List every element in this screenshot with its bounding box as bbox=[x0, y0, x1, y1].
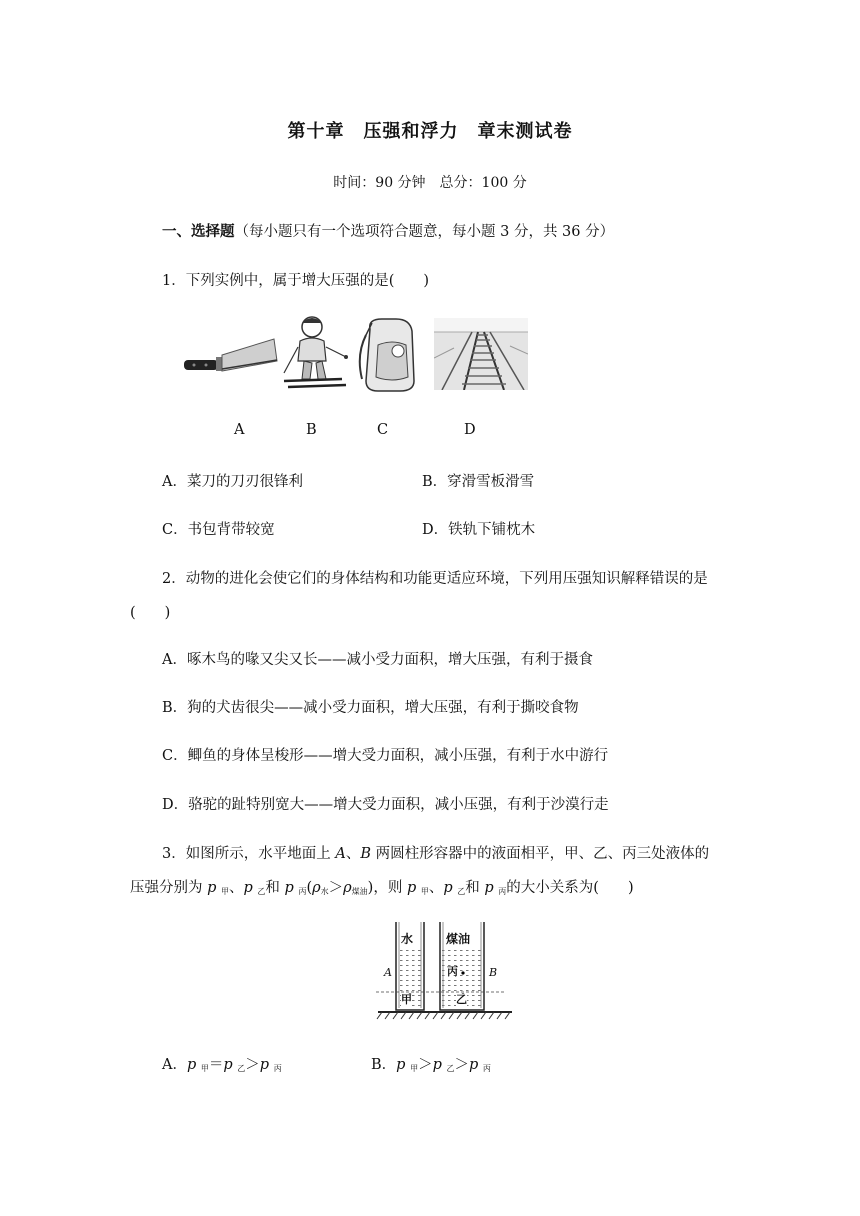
pressure-symbol: p bbox=[259, 1057, 270, 1073]
q3-container-b-ref: B bbox=[360, 846, 371, 862]
q3-container-a-ref: A bbox=[335, 846, 346, 862]
subscript: 丙 bbox=[482, 1064, 491, 1073]
subscript: 乙 bbox=[446, 1064, 455, 1073]
operator: ＞ bbox=[454, 1057, 469, 1073]
pressure-symbol: p bbox=[207, 880, 217, 896]
pressure-symbol: p bbox=[432, 1057, 442, 1073]
q1-option-a: A．菜刀的刀刃很锋利 bbox=[162, 474, 303, 490]
subscript: 甲 bbox=[420, 887, 429, 896]
q3-text: ( bbox=[306, 880, 313, 896]
q3-text: 3．如图所示，水平地面上 bbox=[162, 846, 336, 862]
exam-meta: 时间：90 分钟 总分：100 分 bbox=[333, 175, 527, 191]
pressure-symbol: p bbox=[406, 880, 417, 896]
q1-image-label-a: A bbox=[234, 422, 245, 438]
section-note: （每小题只有一个选项符合题意，每小题 3 分，共 36 分） bbox=[234, 224, 615, 240]
container-b-label: B bbox=[489, 966, 498, 979]
subscript: 甲 bbox=[410, 1064, 419, 1073]
q3-text: 、 bbox=[345, 846, 361, 862]
point-jia-label: 甲 bbox=[401, 993, 412, 1006]
railway-image bbox=[434, 318, 528, 390]
q1-stem: 1．下列实例中，属于增大压强的是( ) bbox=[162, 273, 430, 289]
q3-option-b bbox=[371, 1053, 491, 1074]
subscript: 丙 bbox=[273, 1064, 282, 1073]
skier-image bbox=[280, 313, 352, 395]
subscript: 乙 bbox=[257, 887, 266, 896]
subscript: 乙 bbox=[457, 887, 466, 896]
page-title: 第十章 压强和浮力 章末测试卷 bbox=[287, 121, 573, 142]
q2-option-b: B．狗的犬齿很尖——减小受力面积，增大压强，有利于撕咬食物 bbox=[162, 700, 579, 716]
q3-option-a bbox=[162, 1053, 282, 1074]
option-letter: B． bbox=[371, 1057, 397, 1073]
subscript: 水 bbox=[320, 887, 329, 896]
subscript: 乙 bbox=[237, 1064, 246, 1073]
q1-option-b: B．穿滑雪板滑雪 bbox=[422, 474, 535, 490]
q3-stem-line1 bbox=[162, 842, 709, 863]
q3-text: 、 bbox=[428, 880, 444, 896]
q3-text: 两圆柱形容器中的液面相平，甲、乙、丙三处液体的 bbox=[370, 846, 710, 862]
q1-option-d: D．铁轨下铺枕木 bbox=[422, 522, 536, 538]
operator: ＞ bbox=[418, 1057, 433, 1073]
subscript: 甲 bbox=[200, 1064, 209, 1073]
operator: ＝ bbox=[208, 1057, 224, 1073]
q1-image-label-d: D bbox=[464, 422, 476, 438]
q1-image-label-c: C bbox=[377, 422, 389, 438]
section-heading bbox=[162, 220, 614, 241]
q3-text: ＞ bbox=[328, 880, 344, 896]
backpack-image bbox=[356, 315, 428, 395]
q3-text: )，则 bbox=[367, 880, 407, 896]
q3-stem-line2 bbox=[130, 876, 634, 897]
density-symbol: ρ bbox=[312, 880, 321, 896]
pressure-symbol: p bbox=[468, 1057, 479, 1073]
water-label: 水 bbox=[401, 932, 414, 946]
q2-option-c: C．鲫鱼的身体呈梭形——增大受力面积，减小压强，有利于水中游行 bbox=[162, 748, 609, 764]
q3-text: 和 bbox=[465, 880, 485, 896]
pressure-symbol: p bbox=[284, 880, 294, 896]
operator: ＞ bbox=[245, 1057, 260, 1073]
q2-stem-line2: ( ) bbox=[130, 605, 171, 621]
option-letter: A． bbox=[162, 1057, 187, 1073]
container-a-label: A bbox=[384, 966, 392, 979]
q1-image-label-b: B bbox=[306, 422, 317, 438]
q3-text: 的大小关系为( ) bbox=[506, 880, 634, 896]
q3-text: 和 bbox=[265, 880, 285, 896]
pressure-symbol: p bbox=[243, 880, 253, 896]
q1-option-c: C．书包背带较宽 bbox=[162, 522, 275, 538]
point-bing-label: 丙 bbox=[447, 965, 458, 978]
pressure-symbol: p bbox=[484, 880, 494, 896]
q2-option-d: D．骆驼的趾特别宽大——增大受力面积，减小压强，有利于沙漠行走 bbox=[162, 797, 609, 813]
q1-images bbox=[180, 313, 540, 395]
pressure-symbol: p bbox=[223, 1057, 233, 1073]
q3-text: 、 bbox=[229, 880, 244, 896]
knife-image bbox=[182, 329, 278, 375]
subscript: 丙 bbox=[498, 887, 507, 896]
pressure-symbol: p bbox=[443, 880, 453, 896]
q2-stem-line1: 2．动物的进化会使它们的身体结构和功能更适应环境，下列用压强知识解释错误的是 bbox=[162, 571, 708, 587]
kerosene-label: 煤油 bbox=[446, 932, 471, 946]
section-title: 一、选择题 bbox=[162, 223, 235, 240]
q3-text: 压强分别为 bbox=[130, 880, 208, 896]
pressure-symbol: p bbox=[396, 1057, 406, 1073]
pressure-symbol: p bbox=[186, 1057, 197, 1073]
subscript: 丙 bbox=[298, 887, 307, 896]
density-symbol: ρ bbox=[343, 880, 352, 896]
point-yi-label: 乙 bbox=[456, 993, 467, 1006]
q2-option-a: A．啄木鸟的喙又尖又长——减小受力面积，增大压强，有利于摄食 bbox=[162, 652, 593, 668]
subscript: 煤油 bbox=[351, 887, 368, 896]
subscript: 甲 bbox=[221, 887, 230, 896]
